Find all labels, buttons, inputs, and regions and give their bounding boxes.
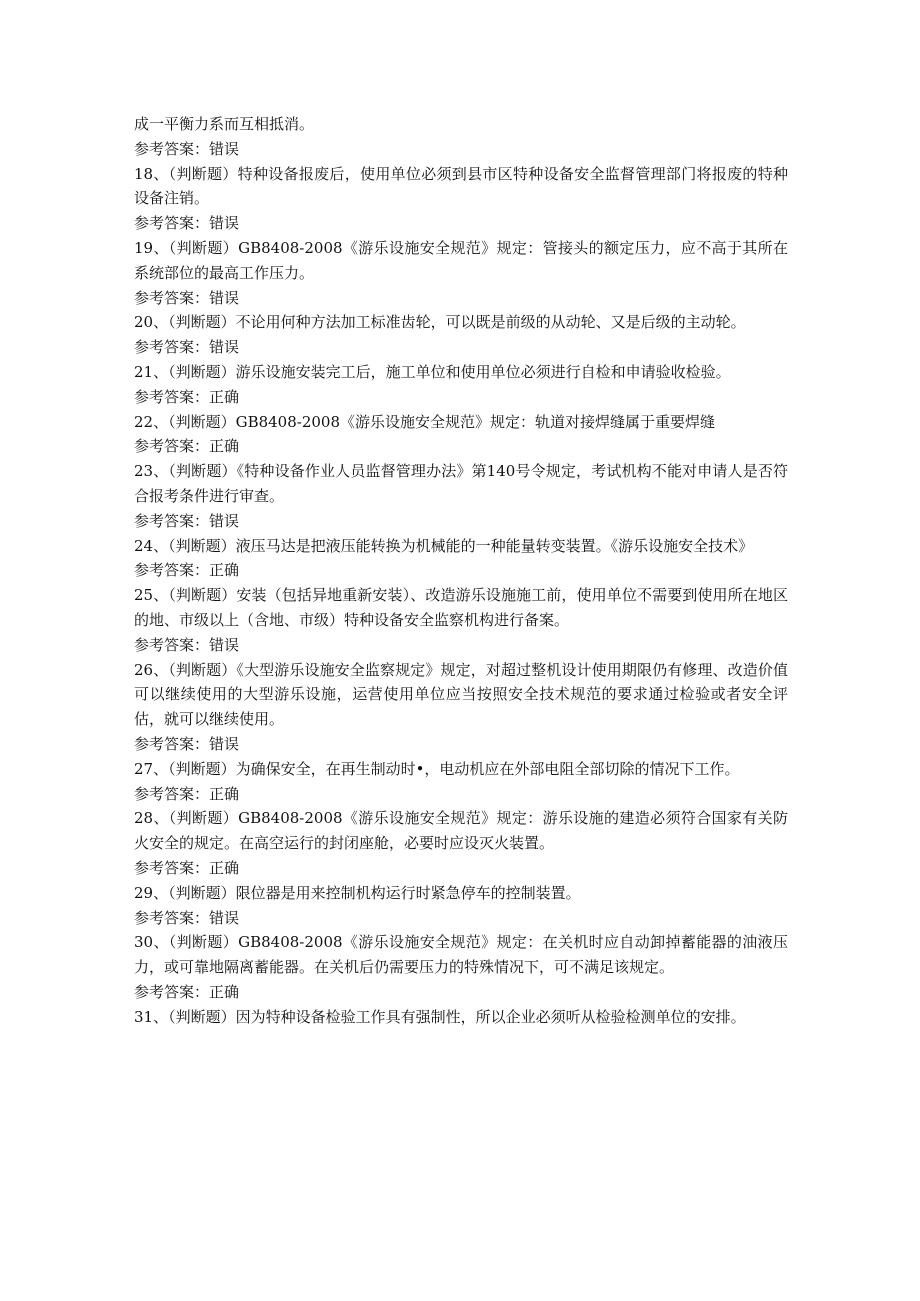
answer-line — [134, 732, 788, 757]
answer-line — [134, 335, 788, 360]
answer-label: 参考答案： — [134, 908, 210, 927]
answer-line — [134, 558, 788, 583]
intro-fragment: 成一平衡力系而互相抵消。 — [134, 115, 315, 133]
answer-line — [134, 286, 788, 311]
question-item — [134, 310, 788, 360]
answer-line — [134, 633, 788, 658]
answer-value: 错误 — [209, 214, 240, 233]
answer-value: 错误 — [209, 635, 240, 654]
answer-value: 错误 — [209, 908, 240, 927]
question-text: 26、（判断题）《大型游乐设施安全监察规定》规定，对超过整机设计使用期限仍有修理、改造价值可以继续使用的大型游乐设施，运营使用单位应当按照安全技术规范的要求通过检验或者安全评估，就可以继续使用。 — [134, 660, 788, 729]
answer-line — [134, 434, 788, 459]
answer-label: 参考答案： — [134, 338, 210, 357]
answer-value: 正确 — [209, 387, 240, 406]
answer-line — [134, 385, 788, 410]
question-text: 21、（判断题）游乐设施安装完工后，施工单位和使用单位必须进行自检和申请验收检验。 — [134, 362, 731, 381]
answer-label: 参考答案： — [134, 784, 210, 803]
question-item — [134, 881, 788, 931]
document-page — [134, 112, 788, 1029]
question-text: 29、（判断题）限位器是用来控制机构运行时紧急停车的控制装置。 — [134, 883, 581, 902]
question-text: 25、（判断题）安装（包括异地重新安装）、改造游乐设施施工前，使用单位不需要到使用所在地区的地、市级以上（含地、市级）特种设备安全监察机构进行备案。 — [134, 586, 788, 629]
answer-value: 正确 — [209, 437, 240, 456]
answer-value: 正确 — [209, 561, 240, 580]
question-text: 18、（判断题）特种设备报废后，使用单位必须到县市区特种设备安全监督管理部门将报废的特种设备注销。 — [134, 164, 788, 208]
answer-value: 错误 — [209, 139, 240, 158]
question-list — [134, 137, 788, 1030]
answer-label: 参考答案： — [134, 561, 210, 580]
question-item — [134, 806, 788, 880]
question-item — [134, 137, 788, 162]
answer-value: 错误 — [209, 734, 240, 753]
answer-label: 参考答案： — [134, 387, 210, 406]
question-item — [134, 410, 788, 460]
answer-label: 参考答案： — [134, 635, 210, 654]
answer-label: 参考答案： — [134, 214, 210, 233]
answer-line — [134, 906, 788, 931]
question-text: 31、（判断题）因为特种设备检验工作具有强制性，所以企业必须听从检验检测单位的安排。 — [134, 1007, 746, 1026]
answer-line — [134, 856, 788, 881]
answer-label: 参考答案： — [134, 734, 210, 753]
question-item — [134, 459, 788, 533]
answer-value: 正确 — [209, 784, 240, 803]
question-text: 27、（判断题）为确保安全，在再生制动时•，电动机应在外部电阻全部切除的情况下工作。 — [134, 759, 740, 778]
question-text: 23、（判断题）《特种设备作业人员监督管理办法》第140号令规定，考试机构不能对申请人是否符合报考条件进行审查。 — [134, 462, 788, 505]
answer-line — [134, 782, 788, 807]
answer-line — [134, 980, 788, 1005]
question-item — [134, 757, 788, 807]
question-item — [134, 658, 788, 757]
question-text: 28、（判断题）GB8408-2008《游乐设施安全规范》规定：游乐设施的建造必须符合国家有关防火安全的规定。在高空运行的封闭座舱，必要时应设灭火装置。 — [134, 809, 788, 853]
answer-line — [134, 137, 788, 162]
question-item — [134, 534, 788, 584]
question-item — [134, 583, 788, 657]
answer-value: 错误 — [209, 338, 240, 357]
answer-value: 正确 — [209, 858, 240, 877]
answer-line — [134, 509, 788, 534]
answer-value: 错误 — [209, 288, 240, 307]
answer-label: 参考答案： — [134, 288, 210, 307]
question-text: 30、（判断题）GB8408-2008《游乐设施安全规范》规定：在关机时应自动卸掉蓄能器的油液压力，或可靠地隔离蓄能器。在关机后仍需要压力的特殊情况下，可不满足该规定。 — [134, 933, 788, 977]
question-item — [134, 360, 788, 410]
answer-label: 参考答案： — [134, 437, 210, 456]
answer-label: 参考答案： — [134, 511, 210, 530]
answer-line — [134, 211, 788, 236]
question-item — [134, 930, 788, 1004]
answer-value: 正确 — [209, 982, 240, 1001]
answer-value: 错误 — [209, 511, 240, 530]
question-text: 24、（判断题）液压马达是把液压能转换为机械能的一种能量转变装置。《游乐设施安全技术》 — [134, 536, 754, 555]
question-text: 19、（判断题）GB8408-2008《游乐设施安全规范》规定：管接头的额定压力，应不高于其所在系统部位的最高工作压力。 — [134, 238, 788, 282]
answer-label: 参考答案： — [134, 982, 210, 1001]
answer-label: 参考答案： — [134, 139, 210, 158]
question-text: 20、（判断题）不论用何种方法加工标准齿轮，可以既是前级的从动轮、又是后级的主动轮。 — [134, 313, 746, 332]
question-text: 22、（判断题）GB8408-2008《游乐设施安全规范》规定：轨道对接焊缝属于重要焊缝 — [134, 412, 716, 431]
question-item — [134, 236, 788, 310]
answer-label: 参考答案： — [134, 858, 210, 877]
question-item — [134, 1005, 788, 1030]
question-item — [134, 162, 788, 236]
